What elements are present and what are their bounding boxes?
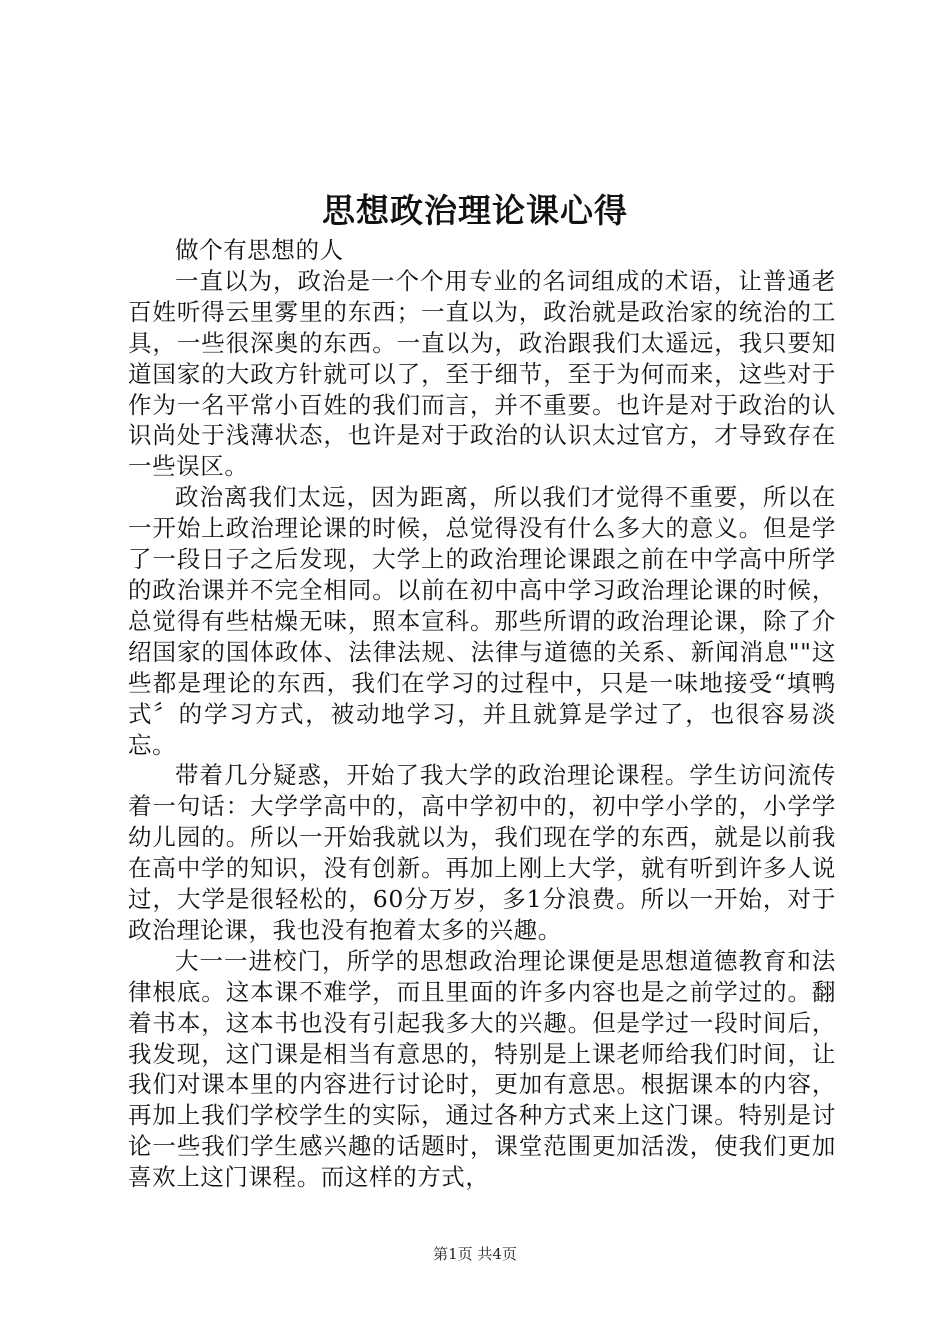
body-paragraph: 政治离我们太远，因为距离，所以我们才觉得不重要，所以在一开始上政治理论课的时候，总觉得没有什么多大的意义。但是学了一段日子之后发现，大学上的政治理论课跟之前在中学高中所学的政治课并不完全相同。以前在初中高中学习政治理论课的时候，总觉得有些枯燥无味，照本宣科。那些所谓的政治理论课，除了介绍国家的国体政体、法律法规、法律与道德的关系、新闻消息""这些都是理论的东西，我们在学习的过程中，只是一味地接受“填鸭式〞的学习方式，被动地学习，并且就算是学过了，也很容易淡忘。: [128, 483, 836, 759]
document-title: 思想政治理论课心得: [322, 191, 628, 230]
body-paragraph: 带着几分疑惑，开始了我大学的政治理论课程。学生访问流传着一句话：大学学高中的，高中学初中的，初中学小学的，小学学幼儿园的。所以一开始我就以为，我们现在学的东西，就是以前我在高中学的知识，没有创新。再加上刚上大学，就有听到许多人说过，大学是很轻松的，60分万岁，多1分浪费。所以一开始，对于政治理论课，我也没有抱着太多的兴趣。: [128, 761, 836, 944]
body-paragraph: 一直以为，政治是一个个用专业的名词组成的术语，让普通老百姓听得云里雾里的东西；一直以为，政治就是政治家的统治的工具，一些很深奥的东西。一直以为，政治跟我们太遥远，我只要知道国家的大政方针就可以了，至于细节，至于为何而来，这些对于作为一名平常小百姓的我们而言，并不重要。也许是对于政治的认识尚处于浅薄状态，也许是对于政治的认识太过官方，才导致存在一些误区。: [128, 266, 836, 481]
document-body: [128, 235, 836, 1193]
body-paragraph: 大一一进校门，所学的思想政治理论课便是思想道德教育和法律根底。这本课不难学，而且里面的许多内容也是之前学过的。翻着书本，这本书也没有引起我多大的兴趣。但是学过一段时间后，我发现，这门课是相当有意思的，特别是上课老师给我们时间，让我们对课本里的内容进行讨论时，更加有意思。根据课本的内容，再加上我们学校学生的实际，通过各种方式来上这门课。特别是讨论一些我们学生感兴趣的话题时，课堂范围更加活泼，使我们更加喜欢上这门课程。而这样的方式，: [128, 946, 836, 1192]
subtitle-paragraph: 做个有思想的人: [175, 236, 344, 264]
page-footer: 第1页 共4页: [433, 1245, 517, 1263]
